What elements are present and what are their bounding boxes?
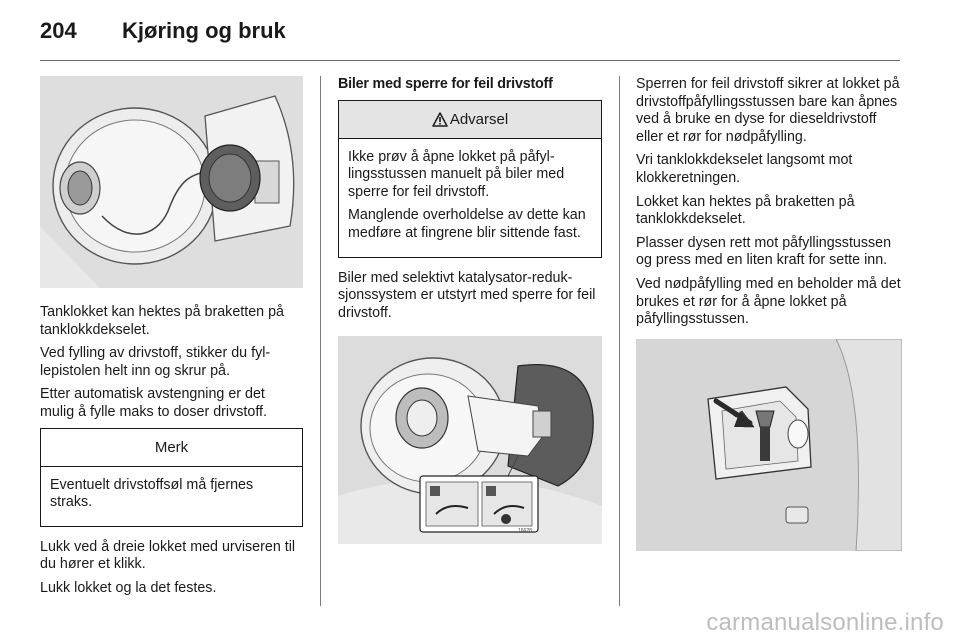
paragraph: Sperren for feil drivstoff sikrer at lokket på drivstoffpåfyllingsstussen bare kan åpnes ved å bruke en dyse for dieseldrivstoff eller et rør for nødpåfylling. xyxy=(636,76,900,145)
column-3 xyxy=(636,76,902,551)
column-divider-1 xyxy=(320,76,321,606)
misfuel-drawing xyxy=(338,336,602,544)
emergency-fill-drawing xyxy=(636,339,902,551)
note-text: Eventuelt drivstoffsøl må fjernes straks. xyxy=(50,476,254,511)
header-rule xyxy=(40,60,900,61)
column-2 xyxy=(338,76,602,544)
warning-box xyxy=(338,100,602,258)
warning-title: Advarsel xyxy=(449,110,509,128)
fuel-cap-drawing xyxy=(40,76,303,288)
warning-text: Manglende overholdelse av dette kan medføre at fingrene blir sittende fast. xyxy=(348,207,586,241)
note-box xyxy=(40,428,303,527)
paragraph: Tanklokket kan hektes på braketten på tanklokkdekselet. xyxy=(40,304,284,338)
paragraph: Lukk ved å dreie lokket med urviseren til du hører et klikk. xyxy=(40,538,296,573)
page-header xyxy=(40,18,286,48)
paragraph: Ved fylling av drivstoff, stikker du fyllepistolen helt inn og skrur på. xyxy=(40,345,271,379)
misfuel-inhibitor-illustration xyxy=(338,336,602,544)
image-code: 16628 xyxy=(518,528,532,535)
column-divider-2 xyxy=(619,76,620,606)
paragraph: Ved nødpåfylling med en beholder må det brukes et rør for å åpne lokket på påfyllingsstussen. xyxy=(636,275,901,328)
warning-triangle-icon xyxy=(432,112,448,127)
page-title: Kjøring og bruk xyxy=(122,18,286,43)
note-title: Merk xyxy=(41,429,302,467)
emergency-fill-illustration xyxy=(636,339,902,551)
page-number: 204 xyxy=(40,18,77,43)
warning-header xyxy=(339,101,601,139)
column-1 xyxy=(40,76,303,604)
paragraph: Vri tanklokkdekselet langsomt mot klokkeretningen. xyxy=(636,152,853,186)
paragraph: Plasser dysen rett mot påfyllingsstussen og press med en liten kraft for sette inn. xyxy=(636,234,892,269)
warning-text: Ikke prøv å åpne lokket på påfyllingsstussen manuelt på biler med sperre for feil drivstoff. xyxy=(348,148,565,200)
paragraph: Lukk lokket og la det festes. xyxy=(40,579,217,596)
watermark: carmanualsonline.info xyxy=(706,609,944,636)
paragraph: Etter automatisk avstengning er det mulig å fylle maks to doser drivstoff. xyxy=(40,386,267,420)
section-heading: Biler med sperre for feil drivstoff xyxy=(338,76,553,92)
paragraph: Lokket kan hektes på braketten på tanklokkdekselet. xyxy=(636,193,855,228)
fuel-cap-illustration xyxy=(40,76,303,288)
paragraph: Biler med selektivt katalysator-reduksjonssystem er utstyrt med sperre for feil drivstoff. xyxy=(338,269,596,321)
